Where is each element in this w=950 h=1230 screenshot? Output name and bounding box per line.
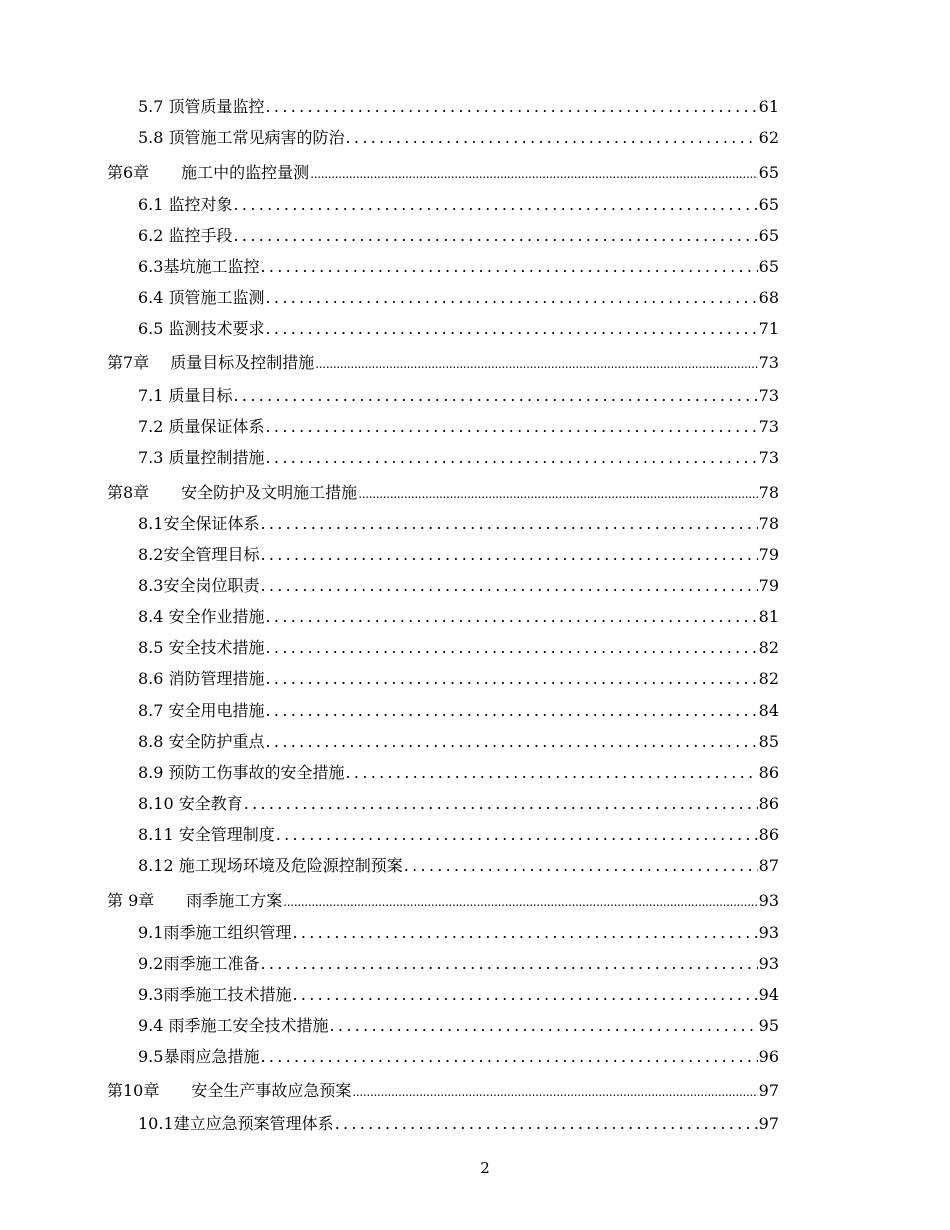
toc-chapter-entry[interactable] [107,891,779,912]
toc-entry[interactable] [138,257,779,277]
toc-entry-title: 8.11 安全管理制度 [138,825,275,844]
toc-entry[interactable] [138,954,779,974]
toc-leader-dots [266,607,758,627]
toc-leader-dots [330,1016,758,1036]
toc-leader-dots [266,448,758,468]
toc-entry[interactable] [138,288,779,308]
toc-entry-page: 82 [758,638,779,657]
toc-entry[interactable] [138,226,779,246]
toc-entry-page: 78 [758,514,779,533]
toc-leader-dots [244,794,758,814]
toc-entry-title: 第7章 质量目标及控制措施 [107,353,315,372]
toc-entry-page: 94 [758,985,779,1004]
toc-leader-dots [260,954,757,974]
toc-leader-dots [260,514,757,534]
toc-entry[interactable] [138,638,779,658]
toc-entry-title: 9.3雨季施工技术措施 [138,985,292,1004]
toc-entry[interactable] [138,195,779,215]
toc-chapter-entry[interactable] [107,163,779,184]
toc-entry-page: 81 [758,607,779,626]
toc-entry-page: 68 [758,288,779,307]
toc-entry-title: 7.1 质量目标 [138,386,233,405]
toc-entry[interactable] [138,576,779,596]
toc-entry[interactable] [138,417,779,437]
toc-entry-page: 82 [758,669,779,688]
toc-entry-title: 6.2 监控手段 [138,226,233,245]
toc-entry[interactable] [138,985,779,1005]
toc-leader-dots [234,386,758,406]
toc-entry[interactable] [138,448,779,468]
toc-entry-page: 79 [758,545,779,564]
toc-entry[interactable] [138,825,779,845]
toc-entry[interactable] [138,386,779,406]
toc-entry-page: 73 [758,448,779,467]
toc-leader-dots [266,701,758,721]
toc-entry-page: 86 [758,763,779,782]
toc-entry[interactable] [138,128,779,148]
toc-entry[interactable] [138,856,779,876]
toc-entry-page: 86 [758,825,779,844]
toc-entry-title: 6.1 监控对象 [138,195,233,214]
toc-leader-dots [292,985,757,1005]
toc-leader-dots [260,545,757,565]
toc-entry[interactable] [138,545,779,565]
toc-entry[interactable] [138,794,779,814]
toc-entry-title: 第 9章 雨季施工方案 [107,891,283,910]
toc-entry-title: 第6章 施工中的监控量测 [107,163,310,182]
toc-leader-dots [276,825,758,845]
toc-entry[interactable] [138,732,779,752]
toc-leader-dots [260,257,757,277]
toc-leader-dots [266,97,758,117]
toc-leader-dots [266,288,758,308]
toc-entry-title: 5.7 顶管质量监控 [138,97,265,116]
toc-entry-title: 第8章 安全防护及文明施工措施 [107,483,358,502]
toc-entry-page: 73 [758,353,779,372]
toc-leader-dots [234,195,758,215]
toc-entry[interactable] [138,319,779,339]
toc-entry-title: 9.4 雨季施工安全技术措施 [138,1016,329,1035]
toc-entry-page: 78 [758,483,779,502]
page-number: 2 [480,1159,490,1177]
toc-entry[interactable] [138,1114,779,1134]
toc-leader-dots [358,484,757,504]
toc-entry-page: 71 [758,319,779,338]
toc-entry-page: 65 [758,226,779,245]
toc-leader-dots [266,638,758,658]
toc-entry[interactable] [138,1047,779,1067]
toc-entry[interactable] [138,701,779,721]
toc-entry-title: 7.2 质量保证体系 [138,417,265,436]
toc-entry-page: 73 [758,386,779,405]
toc-chapter-entry[interactable] [107,1081,779,1102]
toc-entry-page: 85 [758,732,779,751]
toc-entry[interactable] [138,1016,779,1036]
toc-leader-dots [292,923,757,943]
toc-entry-title: 6.3基坑施工监控 [138,257,260,276]
toc-leader-dots [260,576,757,596]
toc-entry-title: 6.5 监测技术要求 [138,319,265,338]
toc-entry-title: 5.8 顶管施工常见病害的防治 [138,128,345,147]
toc-leader-dots [346,128,758,148]
toc-leader-dots [335,1114,758,1134]
toc-leader-dots [315,354,757,374]
toc-chapter-entry[interactable] [107,483,779,504]
toc-leader-dots [266,669,758,689]
toc-entry-title: 第10章 安全生产事故应急预案 [107,1081,352,1100]
toc-leader-dots [404,856,758,876]
toc-entry-page: 65 [758,195,779,214]
toc-entry-page: 84 [758,701,779,720]
toc-entry-title: 8.1安全保证体系 [138,514,260,533]
toc-entry-title: 10.1建立应急预案管理体系 [138,1114,334,1133]
toc-entry-title: 8.3安全岗位职责 [138,576,260,595]
toc-entry[interactable] [138,607,779,627]
toc-entry-title: 7.3 质量控制措施 [138,448,265,467]
toc-leader-dots [266,417,758,437]
toc-leader-dots [234,226,758,246]
toc-entry-title: 8.7 安全用电措施 [138,701,265,720]
toc-entry[interactable] [138,669,779,689]
toc-leader-dots [260,1047,757,1067]
toc-entry-page: 86 [758,794,779,813]
toc-entry-title: 8.2安全管理目标 [138,545,260,564]
toc-entry-page: 65 [758,163,779,182]
toc-entry-page: 62 [758,128,779,147]
toc-entry-title: 9.1雨季施工组织管理 [138,923,292,942]
toc-entry-title: 9.5暴雨应急措施 [138,1047,260,1066]
toc-entry-page: 93 [758,891,779,910]
toc-leader-dots [310,164,757,184]
toc-entry-title: 8.9 预防工伤事故的安全措施 [138,763,345,782]
toc-leader-dots [266,319,758,339]
toc-entry[interactable] [138,97,779,117]
toc-chapter-entry[interactable] [107,353,779,374]
toc-entry[interactable] [138,923,779,943]
toc-entry-page: 93 [758,923,779,942]
toc-entry-title: 8.5 安全技术措施 [138,638,265,657]
toc-entry-title: 9.2雨季施工准备 [138,954,260,973]
toc-leader-dots [346,763,758,783]
toc-entry-title: 8.12 施工现场环境及危险源控制预案 [138,856,403,875]
toc-entry-page: 87 [758,856,779,875]
toc-leader-dots [283,892,757,912]
toc-entry-page: 73 [758,417,779,436]
toc-entry-page: 97 [758,1081,779,1100]
toc-entry-title: 8.4 安全作业措施 [138,607,265,626]
toc-entry-title: 8.10 安全教育 [138,794,243,813]
toc-entry-page: 65 [758,257,779,276]
toc-entry-page: 79 [758,576,779,595]
toc-entry-page: 95 [758,1016,779,1035]
toc-entry-page: 97 [758,1114,779,1133]
toc-entry-page: 61 [758,97,779,116]
toc-entry-page: 96 [758,1047,779,1066]
toc-leader-dots [266,732,758,752]
toc-entry-title: 8.8 安全防护重点 [138,732,265,751]
toc-entry-title: 6.4 顶管施工监测 [138,288,265,307]
toc-entry[interactable] [138,763,779,783]
toc-leader-dots [352,1082,757,1102]
toc-entry[interactable] [138,514,779,534]
toc-entry-page: 93 [758,954,779,973]
toc-entry-title: 8.6 消防管理措施 [138,669,265,688]
